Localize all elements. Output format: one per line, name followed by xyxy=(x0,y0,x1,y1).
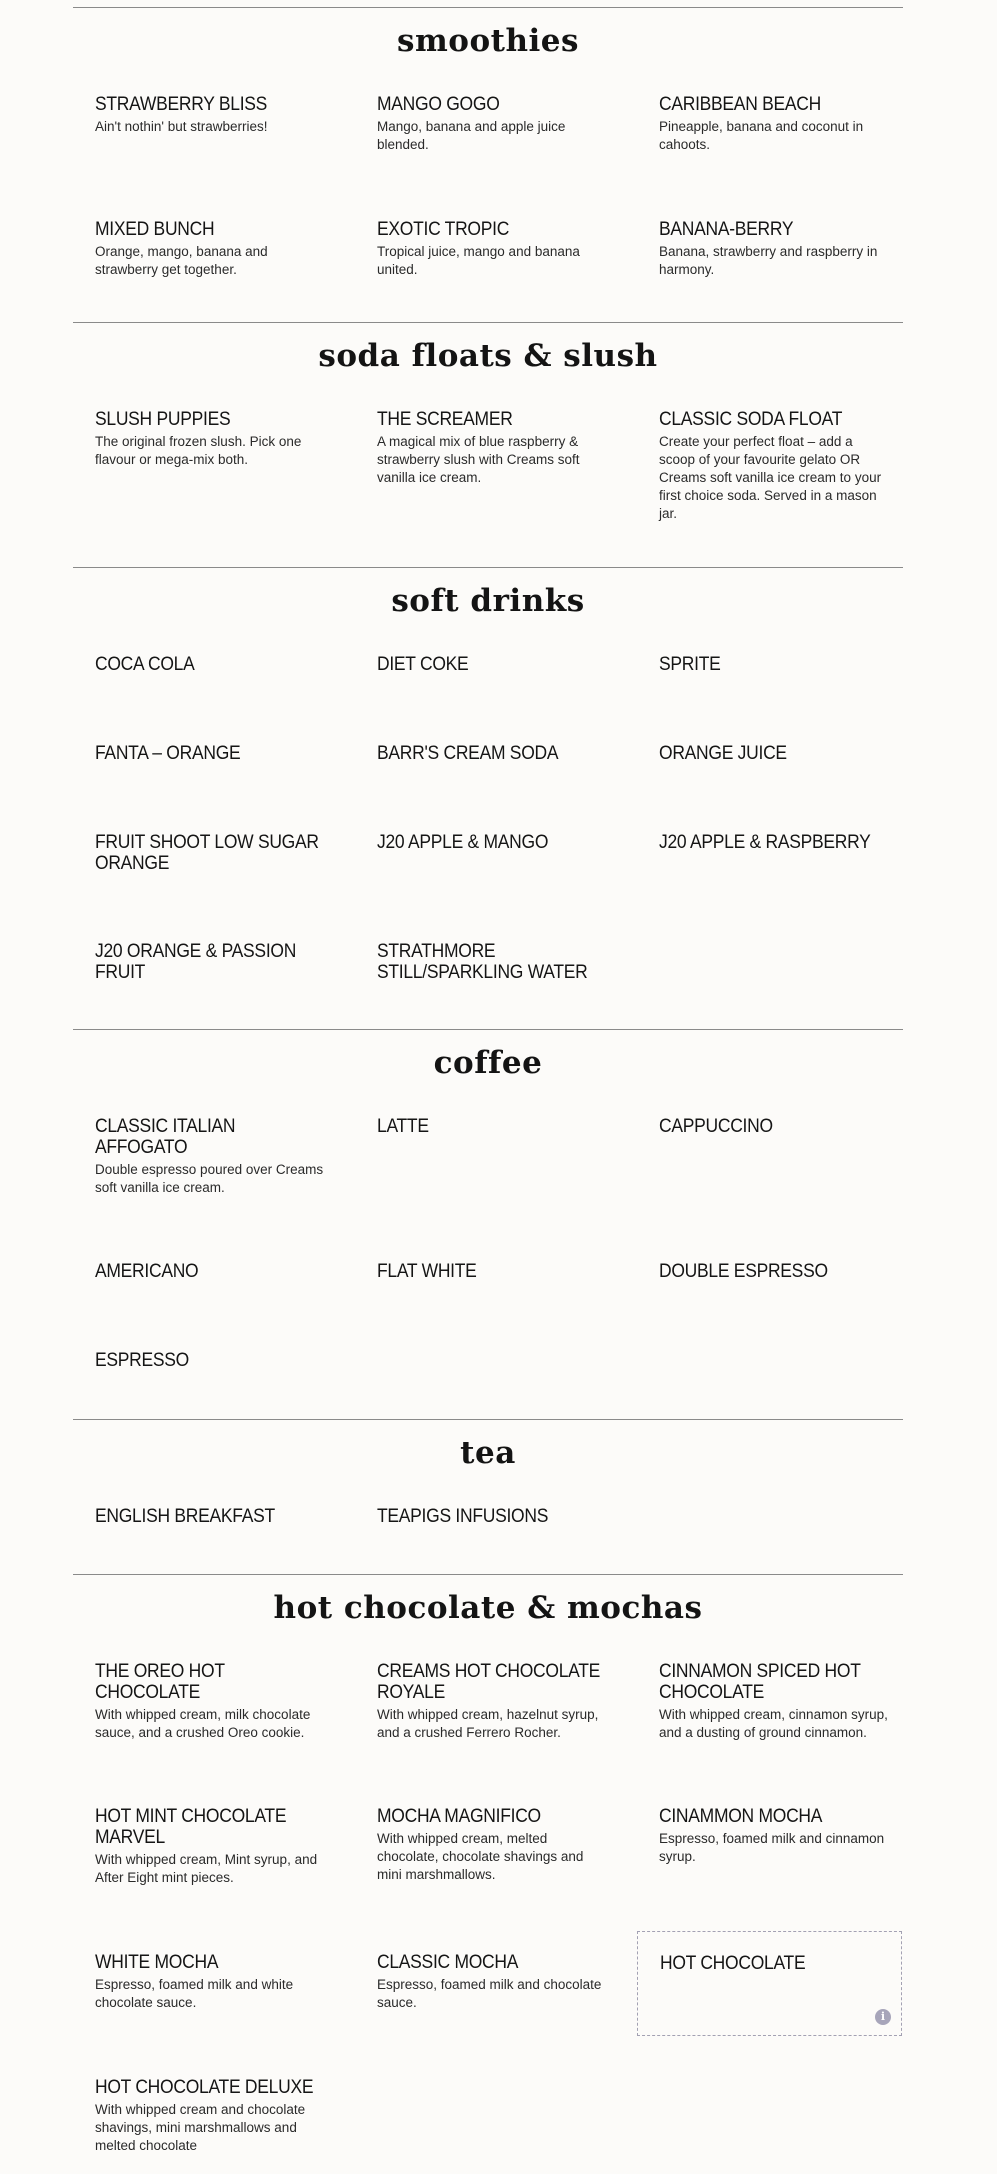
item-name: COCA COLA xyxy=(95,654,195,675)
menu-item[interactable] xyxy=(377,1116,617,1137)
item-name: THE OREO HOT CHOCOLATE xyxy=(95,1661,225,1703)
menu-item[interactable] xyxy=(377,1952,617,2012)
item-description: With whipped cream, melted chocolate, chocolate shavings and mini marshmallows. xyxy=(377,1831,584,1882)
item-name: DIET COKE xyxy=(377,654,469,675)
menu-item[interactable] xyxy=(659,654,899,675)
menu-item[interactable] xyxy=(377,1806,617,1884)
section-tea xyxy=(73,1419,903,1575)
info-icon[interactable]: i xyxy=(875,2009,891,2025)
item-name: DOUBLE ESPRESSO xyxy=(659,1261,828,1282)
section-title: smoothies xyxy=(397,23,579,59)
item-name: SLUSH PUPPIES xyxy=(95,409,231,430)
item-description: With whipped cream, cinnamon syrup, and a dusting of ground cinnamon. xyxy=(659,1707,888,1740)
menu-item[interactable] xyxy=(95,1806,335,1887)
item-name: BARR'S CREAM SODA xyxy=(377,743,559,764)
item-name: LATTE xyxy=(377,1116,429,1137)
item-name: CARIBBEAN BEACH xyxy=(659,94,821,115)
item-name: HOT MINT CHOCOLATE MARVEL xyxy=(95,1806,287,1848)
item-description: Tropical juice, mango and banana united. xyxy=(377,244,580,277)
menu-item[interactable] xyxy=(95,94,335,136)
menu-item[interactable] xyxy=(659,1806,899,1866)
menu-item[interactable] xyxy=(377,1261,617,1282)
item-name: CAPPUCCINO xyxy=(659,1116,773,1137)
menu-item[interactable] xyxy=(377,94,617,154)
menu-item[interactable] xyxy=(95,941,335,983)
section-soda-floats-slush xyxy=(73,322,903,568)
menu-item[interactable] xyxy=(659,1116,899,1137)
section-smoothies xyxy=(73,7,903,323)
item-description: With whipped cream, Mint syrup, and After Eight mint pieces. xyxy=(95,1852,318,1885)
item-description: Espresso, foamed milk and cinnamon syrup. xyxy=(659,1831,885,1864)
section-title: soft drinks xyxy=(391,583,585,619)
item-name: SPRITE xyxy=(659,654,721,675)
item-name: CLASSIC SODA FLOAT xyxy=(659,409,843,430)
menu-item[interactable] xyxy=(377,743,617,764)
menu-item[interactable] xyxy=(377,832,617,853)
item-name: ORANGE JUICE xyxy=(659,743,787,764)
item-name: FRUIT SHOOT LOW SUGAR ORANGE xyxy=(95,832,319,874)
item-description: Create your perfect float – add a scoop of your favourite gelato OR Creams soft vanilla ice cream to your first choice soda. Served in a mason jar. xyxy=(659,434,882,521)
item-name: J20 ORANGE & PASSION FRUIT xyxy=(95,941,297,983)
menu-item[interactable] xyxy=(377,654,617,675)
section-title: coffee xyxy=(433,1045,543,1081)
item-name: CLASSIC MOCHA xyxy=(377,1952,519,1973)
item-description: With whipped cream, milk chocolate sauce, and a crushed Oreo cookie. xyxy=(95,1707,311,1740)
menu-item[interactable] xyxy=(95,743,335,764)
menu-item[interactable] xyxy=(659,832,899,853)
menu-item[interactable] xyxy=(377,1661,617,1742)
item-description: Ain't nothin' but strawberries! xyxy=(95,119,268,134)
item-name: MIXED BUNCH xyxy=(95,219,215,240)
item-description: With whipped cream, hazelnut syrup, and a crushed Ferrero Rocher. xyxy=(377,1707,599,1740)
section-title: hot chocolate & mochas xyxy=(273,1590,703,1626)
item-name: THE SCREAMER xyxy=(377,409,513,430)
menu-item-selected[interactable] xyxy=(637,1931,902,2036)
item-description: Orange, mango, banana and strawberry get together. xyxy=(95,244,268,277)
menu-item[interactable] xyxy=(95,832,335,874)
item-name: MANGO GOGO xyxy=(377,94,500,115)
item-name: CREAMS HOT CHOCOLATE ROYALE xyxy=(377,1661,601,1703)
menu-item[interactable] xyxy=(95,1952,335,2012)
item-name: CINAMMON MOCHA xyxy=(659,1806,823,1827)
item-name: TEAPIGS INFUSIONS xyxy=(377,1506,549,1527)
item-name: CINNAMON SPICED HOT CHOCOLATE xyxy=(659,1661,861,1703)
menu-item[interactable] xyxy=(95,219,335,279)
item-description: Espresso, foamed milk and white chocolate sauce. xyxy=(95,1977,294,2010)
section-title: tea xyxy=(460,1435,516,1471)
item-name: ESPRESSO xyxy=(95,1350,189,1371)
item-description: The original frozen slush. Pick one flavour or mega-mix both. xyxy=(95,434,302,467)
item-name: STRATHMORE STILL/SPARKLING WATER xyxy=(377,941,588,983)
item-description: Pineapple, banana and coconut in cahoots. xyxy=(659,119,864,152)
item-name: STRAWBERRY BLISS xyxy=(95,94,268,115)
menu-item[interactable] xyxy=(377,409,617,487)
item-name: CLASSIC ITALIAN AFFOGATO xyxy=(95,1116,236,1158)
section-coffee xyxy=(73,1029,903,1420)
menu-item[interactable] xyxy=(95,654,335,675)
menu-item[interactable] xyxy=(95,1350,335,1371)
item-name: EXOTIC TROPIC xyxy=(377,219,510,240)
item-description: Double espresso poured over Creams soft vanilla ice cream. xyxy=(95,1162,324,1195)
menu-item[interactable] xyxy=(377,1506,617,1527)
menu-item[interactable] xyxy=(377,219,617,279)
item-name: HOT CHOCOLATE xyxy=(660,1953,806,1974)
item-name: J20 APPLE & MANGO xyxy=(377,832,549,853)
item-description: Mango, banana and apple juice blended. xyxy=(377,119,566,152)
item-name: J20 APPLE & RASPBERRY xyxy=(659,832,871,853)
menu-item[interactable] xyxy=(377,941,617,983)
menu-item[interactable] xyxy=(95,1116,335,1197)
item-name: ENGLISH BREAKFAST xyxy=(95,1506,275,1527)
item-name: BANANA-BERRY xyxy=(659,219,794,240)
menu-item[interactable] xyxy=(95,1261,335,1282)
menu-item[interactable] xyxy=(659,743,899,764)
menu-item[interactable] xyxy=(659,1661,899,1742)
item-name: AMERICANO xyxy=(95,1261,199,1282)
item-name: FANTA – ORANGE xyxy=(95,743,241,764)
item-description: Espresso, foamed milk and chocolate sauce. xyxy=(377,1977,602,2010)
item-name: MOCHA MAGNIFICO xyxy=(377,1806,541,1827)
section-soft-drinks xyxy=(73,567,903,1030)
item-description: With whipped cream and chocolate shavings, mini marshmallows and melted chocolate xyxy=(95,2102,306,2153)
menu-item[interactable] xyxy=(95,409,335,469)
item-name: WHITE MOCHA xyxy=(95,1952,219,1973)
menu-item[interactable] xyxy=(95,1506,335,1527)
item-name: HOT CHOCOLATE DELUXE xyxy=(95,2077,314,2098)
section-hot-chocolate-mochas xyxy=(73,1574,903,2174)
item-description: A magical mix of blue raspberry & strawberry slush with Creams soft vanilla ice cream. xyxy=(377,434,580,485)
menu-item[interactable] xyxy=(95,1661,335,1742)
section-title: soda floats & slush xyxy=(318,338,658,374)
menu-item[interactable] xyxy=(659,409,899,523)
menu-item[interactable] xyxy=(95,2077,335,2155)
menu-item[interactable] xyxy=(659,94,899,154)
menu-item[interactable] xyxy=(659,1261,899,1282)
item-description: Banana, strawberry and raspberry in harmony. xyxy=(659,244,878,277)
item-name: FLAT WHITE xyxy=(377,1261,477,1282)
menu-item[interactable] xyxy=(659,219,899,279)
